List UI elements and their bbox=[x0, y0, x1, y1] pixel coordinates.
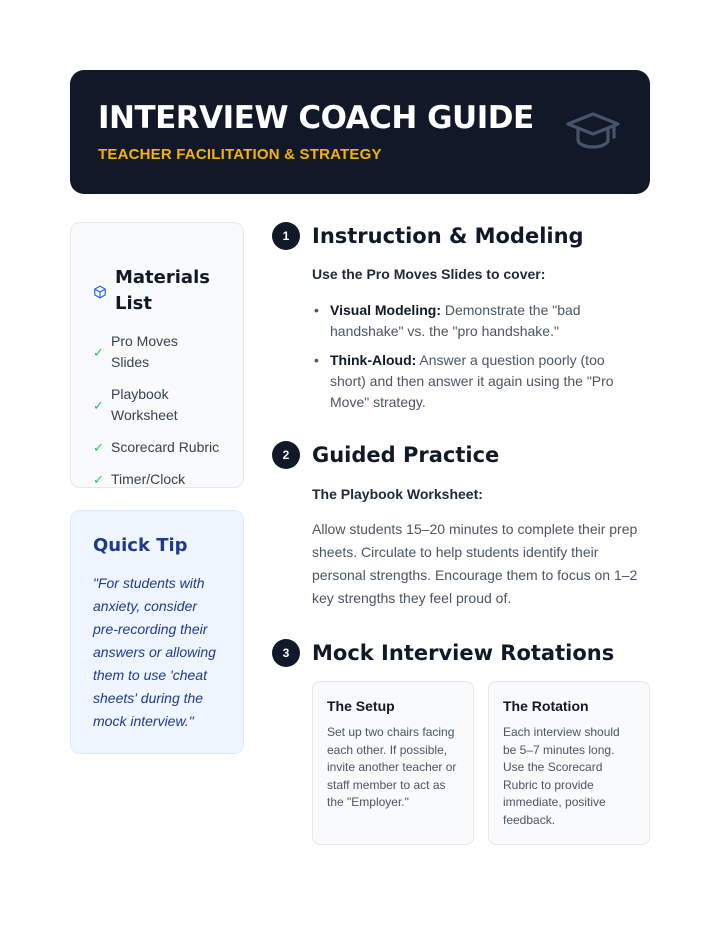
check-icon: ✓ bbox=[93, 344, 104, 360]
step-number-1: 1 bbox=[272, 222, 300, 250]
check-icon: ✓ bbox=[93, 472, 104, 487]
list-item bbox=[93, 384, 225, 426]
section-1-lead: Use the Pro Moves Slides to cover: bbox=[312, 266, 546, 282]
header-banner bbox=[70, 70, 650, 194]
rotation-card bbox=[488, 681, 650, 845]
materials-items bbox=[93, 331, 225, 490]
list-item-label: Pro Moves Slides bbox=[111, 333, 178, 370]
materials-list-card bbox=[70, 222, 244, 488]
list-item bbox=[312, 350, 642, 413]
page-subtitle: TEACHER FACILITATION & STRATEGY bbox=[98, 146, 382, 163]
list-item bbox=[93, 437, 225, 458]
setup-card-text: Set up two chairs facing each other. If possible, invite another teacher or staff member to act as the "Employer." bbox=[327, 725, 457, 810]
section-1-title: Instruction & Modeling bbox=[312, 224, 584, 248]
graduation-cap-icon bbox=[566, 110, 620, 154]
step-number-2: 2 bbox=[272, 441, 300, 469]
setup-card bbox=[312, 681, 474, 845]
bullet-label: Think-Aloud: bbox=[330, 352, 417, 368]
quick-tip-title: Quick Tip bbox=[93, 535, 188, 556]
section-2-lead: The Playbook Worksheet: bbox=[312, 486, 483, 502]
rotation-card-title: The Rotation bbox=[503, 698, 589, 714]
box-icon bbox=[93, 285, 107, 299]
quick-tip-text: "For students with anxiety, consider pre-recording their answers or allowing them to use 'cheat sheets' during the mock interview." bbox=[93, 575, 216, 729]
page-title: INTERVIEW COACH GUIDE bbox=[98, 100, 534, 136]
list-item bbox=[93, 469, 225, 490]
bullet-text: Demonstrate the "bad handshake" vs. the "pro handshake." bbox=[330, 302, 581, 339]
check-icon: ✓ bbox=[93, 440, 104, 455]
quick-tip-card bbox=[70, 510, 244, 754]
section-2-heading bbox=[272, 441, 499, 469]
list-item-label: Playbook Worksheet bbox=[111, 386, 178, 423]
section-1-heading bbox=[272, 222, 584, 250]
section-2-title: Guided Practice bbox=[312, 443, 500, 467]
list-item-label: Scorecard Rubric bbox=[111, 439, 220, 455]
bullet-text: Answer a question poorly (too short) and then answer it again using the "Pro Move" strategy. bbox=[330, 352, 614, 410]
rotation-card-text: Each interview should be 5–7 minutes long. Use the Scorecard Rubric to provide immediate, positive feedback. bbox=[503, 725, 620, 827]
check-icon: ✓ bbox=[93, 397, 104, 413]
list-item-label: Timer/Clock bbox=[111, 471, 186, 487]
bullet-label: Visual Modeling: bbox=[330, 302, 441, 318]
section-1-bullets bbox=[312, 300, 642, 421]
step-number-3: 3 bbox=[272, 639, 300, 667]
list-item bbox=[312, 300, 642, 342]
materials-title: Materials List bbox=[115, 267, 210, 314]
section-3-heading bbox=[272, 639, 614, 667]
section-3-title: Mock Interview Rotations bbox=[312, 641, 615, 665]
setup-card-title: The Setup bbox=[327, 698, 395, 714]
list-item bbox=[93, 331, 225, 373]
section-2-text: Allow students 15–20 minutes to complete their prep sheets. Circulate to help students identify their personal strengths. Encourage them to focus on 1–2 key strengths they feel proud of. bbox=[312, 521, 638, 606]
